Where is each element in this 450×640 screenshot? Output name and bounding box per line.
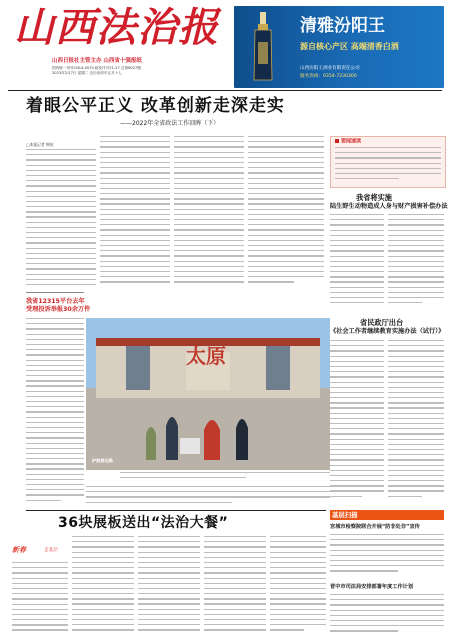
bottom-column-4 — [204, 536, 266, 638]
highlights-header-label: 要闻速读 — [341, 138, 362, 145]
masthead-meta-date: 2023年2月7日 星期二 农历癸卯年正月十七 — [52, 71, 122, 75]
news-photo — [86, 318, 330, 470]
story-left-1-title-line2: 受理投诉举报30余万件 — [26, 306, 91, 313]
brief-2-title: 晋中市司法局安排部署年度工作计划 — [330, 584, 414, 590]
story-left-1-title-line1: 我省12315平台去年 — [26, 298, 85, 305]
station-sign: 太原 — [186, 344, 226, 368]
masthead-subtitle: 山西日报社主管主办 山西省十强报纸 — [52, 58, 142, 64]
advert-slogan: 源自核心产区 高端清香白酒 — [300, 42, 399, 51]
left-story-divider — [26, 292, 84, 293]
section-bar-label: 基层扫描 — [332, 511, 358, 519]
square-bullet-icon — [335, 139, 339, 143]
lead-column-1 — [26, 149, 96, 289]
lead-column-3 — [174, 136, 244, 288]
highlights-header — [335, 139, 361, 145]
highlights-body — [335, 147, 441, 185]
lead-headline: 着眼公平正义 改革创新走深走实 — [26, 96, 285, 116]
story-right-1-title-line1: 我省将实施 — [356, 193, 392, 202]
story-left-1-body — [26, 318, 84, 504]
section-logo-tail: 走基层 — [44, 548, 58, 553]
bottom-headline: 36块展板送出“法治大餐” — [58, 515, 229, 531]
lead-column-4 — [248, 136, 324, 288]
advertisement-banner — [234, 6, 444, 88]
lead-byline: □本报记者 韩弦 — [26, 142, 54, 147]
advert-title: 清雅汾阳王 — [300, 16, 385, 36]
brief-1-body — [330, 534, 444, 578]
story-right-2-title-line2: 《社会工作者继续教育实施办法（试行）》 — [330, 328, 445, 335]
story-right-2-title-line1: 省民政厅出台 — [360, 318, 404, 327]
advert-company: 山西汾阳王酒业有限责任公司 — [300, 66, 360, 71]
photo-label: 护航春运路 — [92, 458, 113, 463]
lead-column-2 — [100, 136, 170, 288]
brief-1-title: 宫城市检察院联合开展“防非处非”宣传 — [330, 524, 420, 530]
section-logo-new-year: 新春 — [12, 546, 26, 554]
liquor-bottle-icon — [252, 12, 274, 82]
story-right-1-title-line2: 陆生野生动物造成人身与财产损害补偿办法 — [330, 203, 448, 210]
lead-subhead: ——2022年全省政法工作回眸（下） — [120, 120, 220, 127]
highlights-box — [330, 136, 446, 188]
masthead-meta-issue: 国内统一刊号CN14-0070 邮发代号21-27 总第6027期 — [52, 66, 141, 70]
masthead-divider — [8, 90, 442, 91]
bottom-column-1 — [12, 562, 68, 638]
story-right-1-column-2 — [388, 214, 444, 310]
photo-story-body — [86, 486, 330, 508]
bottom-section-divider — [26, 510, 326, 511]
photo-caption — [120, 472, 330, 482]
story-right-1-column-1 — [330, 214, 384, 310]
bottom-column-5 — [270, 536, 326, 638]
bottom-column-3 — [138, 536, 200, 638]
bottom-column-2 — [72, 536, 134, 638]
story-right-2-column-1 — [330, 340, 384, 502]
masthead-title: 山西法治报 — [14, 6, 219, 50]
advert-hotline: 服务热线：0354-7230300 — [300, 74, 357, 79]
station-scene-image — [86, 318, 330, 470]
story-right-2-column-2 — [388, 340, 444, 502]
brief-2-body — [330, 594, 444, 638]
section-bar-base-scan — [330, 510, 444, 520]
